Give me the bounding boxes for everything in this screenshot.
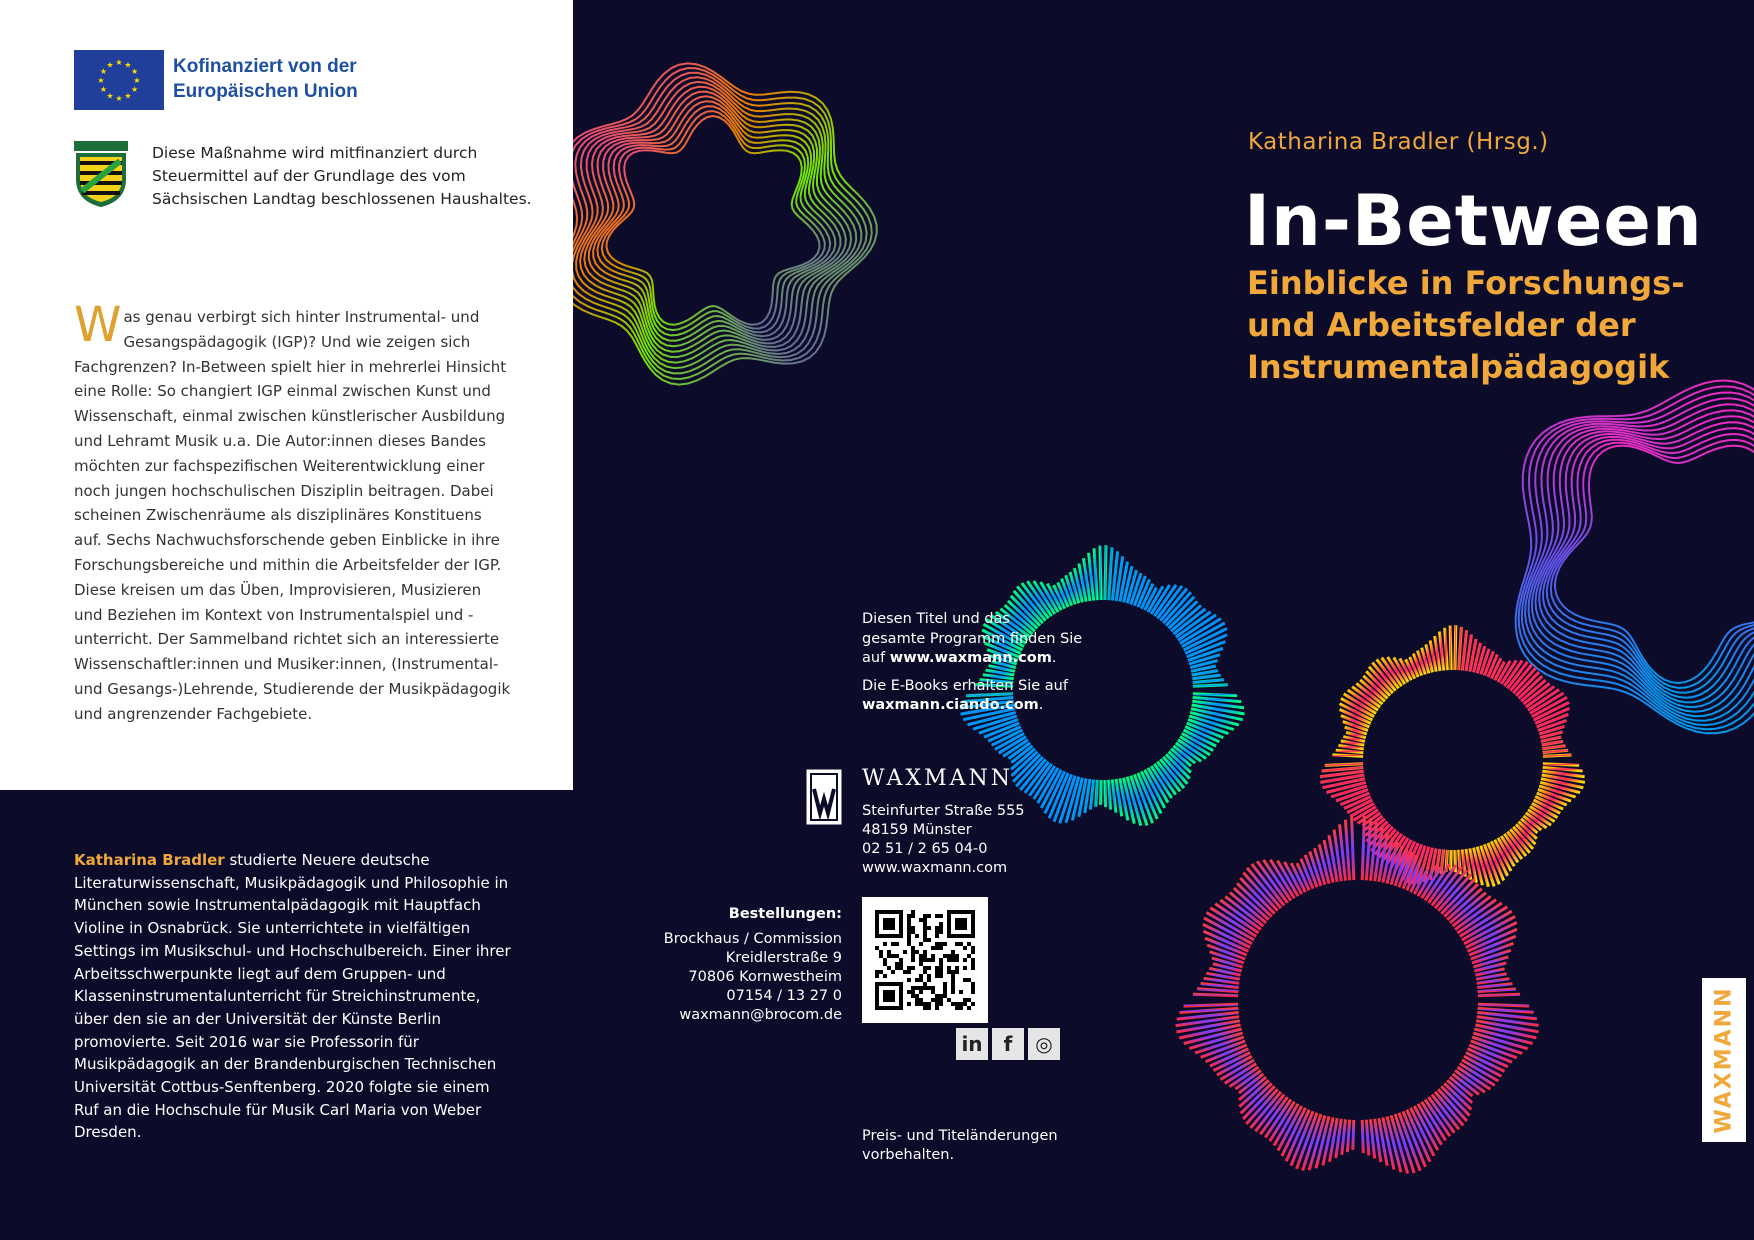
waxmann-logo-icon <box>806 769 842 825</box>
website-link[interactable]: www.waxmann.com <box>889 650 1052 666</box>
blue-green-spike-ring <box>1193 694 1237 696</box>
blue-green-spike-ring <box>1096 780 1098 807</box>
blue-green-spike-ring <box>1193 685 1228 686</box>
yellow-red-spike-ring <box>1336 750 1364 752</box>
eu-cofinance-label <box>173 54 358 104</box>
orders-block <box>664 905 842 1025</box>
eu-star-icon: ★ <box>106 60 114 70</box>
purple-red-spike-ring <box>1342 1119 1346 1155</box>
blue-green-spike-ring <box>1100 546 1101 600</box>
eu-star-icon: ★ <box>124 91 132 101</box>
blue-green-spike-ring <box>1193 680 1224 683</box>
info-1end: . <box>1051 650 1057 666</box>
right-wave-ring <box>1547 434 1754 693</box>
eu-star-icon: ★ <box>115 58 123 67</box>
yellow-red-spike-ring <box>1338 746 1363 749</box>
address-city: 48159 Münster <box>862 822 972 838</box>
purple-red-spike-ring <box>1478 994 1520 996</box>
orders-line-1: Brockhaus / Commission <box>663 931 842 947</box>
purple-red-spike-ring <box>1362 1120 1363 1153</box>
blue-green-spike-ring <box>1101 780 1102 805</box>
info-1b: gesamte Programm finden Sie <box>862 630 1083 647</box>
linkedin-icon[interactable]: in <box>956 1028 988 1060</box>
purple-red-spike-ring <box>1180 1008 1239 1012</box>
eu-star-icon: ★ <box>99 67 107 76</box>
subtitle-line-3: Instrumentalpädagogik <box>1247 348 1670 386</box>
publisher-address <box>862 802 1025 878</box>
notice-line-2: vorbehalten. <box>862 1147 955 1163</box>
blue-green-spike-ring <box>1112 780 1116 813</box>
yellow-red-spike-ring <box>1325 764 1363 766</box>
bio-author-name: Katharina Bradler <box>74 851 225 869</box>
blue-green-spike-ring <box>1109 780 1111 810</box>
eu-star-icon: ★ <box>115 94 123 103</box>
address-street: Steinfurter Straße 555 <box>862 803 1025 819</box>
eu-star-icon: ★ <box>97 76 105 85</box>
eu-star-icon: ★ <box>106 91 114 101</box>
ebook-link[interactable]: waxmann.ciando.com <box>862 697 1039 713</box>
purple-red-spike-ring <box>1478 989 1516 992</box>
yellow-red-spike-ring <box>1459 627 1462 670</box>
orders-line-4: 07154 / 13 27 0 <box>726 988 842 1004</box>
orders-email[interactable]: waxmann@brocom.de <box>679 1007 842 1023</box>
description-text: as genau verbirgt sich hinter Instrumental- und Gesangspädagogik (IGP)? Und wie zeigen sich Fachgrenzen? In-Between spielt hier in mehrerlei Hinsicht eine Rolle: So changiert IGP einmal zwischen Kunst und Wissenschaft, einmal zwischen künstlerischer Ausbildung und Lehramt Musik u.a. Die Autor:innen dieses Bandes möchten zur fachspezifischen Weiterentwicklung einer noch jungen hochschulischen Disziplin beitragen. Dabei scheinen Zwischenräume als disziplinäres Konstituens auf. Sechs Nachwuchsforschende geben Einblicke in ihre Forschungsbereiche und mithin die Arbeitsfelder der IGP. Diese kreisen um das Üben, Improvisieren, Musizieren und Beziehen im Kontext von Instrumentalspiel und -unterricht. Der Sammelband richtet sich an interessierte Wissenschaftler:innen und Musiker:innen, (Instrumental- und Gesangs-)Lehrende, Studierende der Musikpädagogik und angrenzender Fachgebiete. <box>74 308 511 723</box>
yellow-red-spike-ring <box>1445 628 1448 670</box>
yellow-red-spike-ring <box>1543 768 1583 771</box>
cover-title: In-Between <box>1244 180 1703 262</box>
purple-red-spike-ring <box>1201 984 1239 988</box>
spine-label <box>1702 978 1746 1142</box>
eu-star-icon: ★ <box>133 76 141 85</box>
yellow-red-spike-ring <box>1322 768 1364 772</box>
subtitle-line-1: Einblicke in Forschungs- <box>1247 264 1685 302</box>
instagram-icon[interactable]: ◎ <box>1028 1028 1060 1060</box>
purple-red-spike-ring <box>1193 994 1238 996</box>
blue-green-spike-ring <box>1105 545 1106 600</box>
eu-star-icon: ★ <box>99 85 107 94</box>
saxony-line-1: Diese Maßnahme wird mitfinanziert durch <box>152 144 478 162</box>
info-1a: Diesen Titel und das <box>862 611 1010 627</box>
purple-red-spike-ring <box>1478 1004 1529 1006</box>
book-description <box>74 297 514 727</box>
saxony-line-3: Sächsischen Landtag beschlossenen Haushaltes. <box>152 190 532 208</box>
notice-line-1: Preis- und Titeländerungen <box>862 1128 1058 1144</box>
orders-heading: Bestellungen: <box>728 906 842 922</box>
saxony-line-2: Steuermittel auf der Grundlage des vom <box>152 167 466 185</box>
eu-line-1: Kofinanziert von der <box>173 56 357 77</box>
subtitle-line-2: und Arbeitsfelder der <box>1247 306 1636 344</box>
saxony-funding-note <box>152 142 532 211</box>
facebook-icon[interactable]: f <box>992 1028 1024 1060</box>
purple-red-spike-ring <box>1477 984 1512 988</box>
purple-red-spike-ring <box>1371 1119 1375 1158</box>
info-2end: . <box>1038 697 1044 713</box>
cover-author: Katharina Bradler (Hrsg.) <box>1248 129 1549 155</box>
price-notice <box>862 1127 1058 1165</box>
yellow-red-spike-ring <box>1543 755 1572 756</box>
purple-red-spike-ring <box>1352 817 1354 881</box>
purple-red-spike-ring <box>1353 1120 1354 1150</box>
purple-red-spike-ring <box>1345 820 1349 881</box>
bio-text: studierte Neuere deutsche Literaturwissenschaft, Musikpädagogik und Philosophie in München sowie Instrumentalpädagogik mit Hauptfach Violine in Osnabrück. Sie unterrichtete in vielfältigen Settings im Musikschul- und Hochschulbereich. Einer ihrer Arbeitsschwerpunkte liegt auf dem Gruppen- und Klasseninstrumentalunterricht für Streichinstrumente, über den sie an der Universität der Künste Berlin promovierte. Seit 2016 war sie Professorin für Musikpädagogik an der Brandenburgischen Technischen Universität Cottbus-Senftenberg. 2020 folgte sie einem Ruf an die Hochschule für Musik Carl Maria von Weber Dresden. <box>74 851 511 1142</box>
address-web[interactable]: www.waxmann.com <box>862 860 1008 876</box>
spine-text: WAXMANN <box>1711 986 1737 1134</box>
dropcap: W <box>74 297 122 353</box>
purple-red-spike-ring <box>1366 1120 1369 1156</box>
yellow-red-spike-ring <box>1543 750 1569 752</box>
info-paragraph-2 <box>862 677 1092 716</box>
right-wave-ring <box>1551 440 1754 688</box>
blue-green-spike-ring <box>1090 780 1093 810</box>
publisher-name: WAXMANN <box>862 766 1013 791</box>
address-phone: 02 51 / 2 65 04-0 <box>862 841 988 857</box>
info-2a: Die E-Books erhalten Sie auf <box>862 677 1068 694</box>
info-1c: auf <box>862 650 890 666</box>
purple-red-spike-ring <box>1347 1120 1349 1152</box>
purple-red-spike-ring <box>1478 1008 1534 1012</box>
cover-subtitle <box>1247 262 1685 388</box>
eu-star-icon: ★ <box>131 85 139 94</box>
eu-star-icon: ★ <box>124 60 132 70</box>
yellow-red-spike-ring <box>1543 764 1579 766</box>
saxony-crest-icon <box>74 141 128 208</box>
eu-line-2: Europäischen Union <box>173 81 358 102</box>
eu-flag-icon <box>74 50 164 110</box>
author-bio <box>74 849 514 1144</box>
orders-line-2: Kreidlerstraße 9 <box>725 950 842 966</box>
blue-green-spike-ring <box>1105 780 1106 807</box>
eu-star-icon: ★ <box>131 67 139 76</box>
orders-line-3: 70806 Kornwestheim <box>688 969 842 985</box>
yellow-red-spike-ring <box>1542 746 1565 749</box>
blue-green-spike-ring <box>1094 548 1097 600</box>
yellow-red-spike-ring <box>1441 850 1444 875</box>
blue-green-spike-ring <box>1109 547 1112 600</box>
yellow-red-spike-ring <box>1332 755 1363 756</box>
purple-red-spike-ring <box>1184 1004 1239 1006</box>
yellow-red-spike-ring <box>1455 625 1456 670</box>
purple-red-spike-ring <box>1197 989 1238 992</box>
yellow-red-spike-ring <box>1450 626 1451 671</box>
publisher-info <box>862 610 1092 724</box>
info-paragraph-1 <box>862 610 1092 669</box>
right-wave-ring <box>1539 422 1754 702</box>
qr-code-icon[interactable] <box>862 897 988 1023</box>
